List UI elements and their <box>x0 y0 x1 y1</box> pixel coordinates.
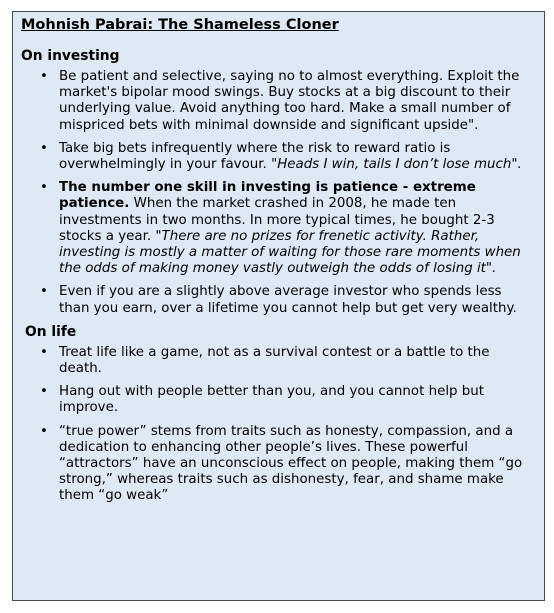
list-item-text: Even if you are a slightly above average investor who spends less than you earn, over a lifetime you cannot help but get very wealthy. <box>59 284 517 316</box>
bullet-icon: • <box>40 384 48 400</box>
life-list <box>21 345 536 505</box>
document-title: Mohnish Pabrai: The Shameless Cloner <box>21 17 339 33</box>
list-item-text: When the market crashed in 2008, he made ten investments in two months. In more typical times, he bought 2-3 stocks a year. <box>59 196 495 244</box>
list-item-quote: "There are no prizes for frenetic activity. Rather, investing is mostly a matter of waiting for those rare moments when the odds of making money vastly outweigh the odds of losing it". <box>59 228 521 277</box>
list-item <box>21 180 536 277</box>
bullet-icon: • <box>40 284 48 300</box>
list-item-text: “true power” stems from traits such as honesty, compassion, and a dedication to enhancing other people’s lives. These powerful “attractors” have an unconscious effect on people, making them “go strong,” whereas traits such as dishonesty, fear, and shame make them “go weak” <box>59 423 523 504</box>
bullet-icon: • <box>40 423 48 439</box>
list-item-text: Treat life like a game, not as a survival contest or a battle to the death. <box>59 344 490 377</box>
list-item-text: Be patient and selective, saying no to almost everything. Exploit the market's bipolar mood swings. Buy stocks at a big discount to their underlying value. Avoid anything too hard. Make a small number of mispriced bets with minimal downside and significant upside". <box>59 69 520 133</box>
section-heading-investing: On investing <box>21 48 120 64</box>
quote-box <box>12 11 545 601</box>
investing-list <box>21 69 536 317</box>
bullet-icon: • <box>40 344 48 360</box>
bullet-icon: • <box>40 140 48 156</box>
list-item <box>21 384 536 416</box>
list-item <box>21 424 536 505</box>
bullet-icon: • <box>40 69 48 84</box>
list-item-text: Take big bets infrequently where the risk to reward ratio is overwhelmingly in your favour. <box>59 140 451 173</box>
list-item <box>21 345 536 377</box>
list-item-emphasis: The number one skill in investing is patience - extreme patience. <box>59 180 476 212</box>
list-item-text: Hang out with people better than you, and you cannot help but improve. <box>59 384 485 416</box>
list-item <box>21 141 536 173</box>
list-item <box>21 69 536 134</box>
list-item <box>21 284 536 316</box>
list-item-quote: "Heads I win, tails I don’t lose much". <box>271 157 522 173</box>
section-heading-life: On life <box>25 323 77 340</box>
bullet-icon: • <box>40 180 48 196</box>
